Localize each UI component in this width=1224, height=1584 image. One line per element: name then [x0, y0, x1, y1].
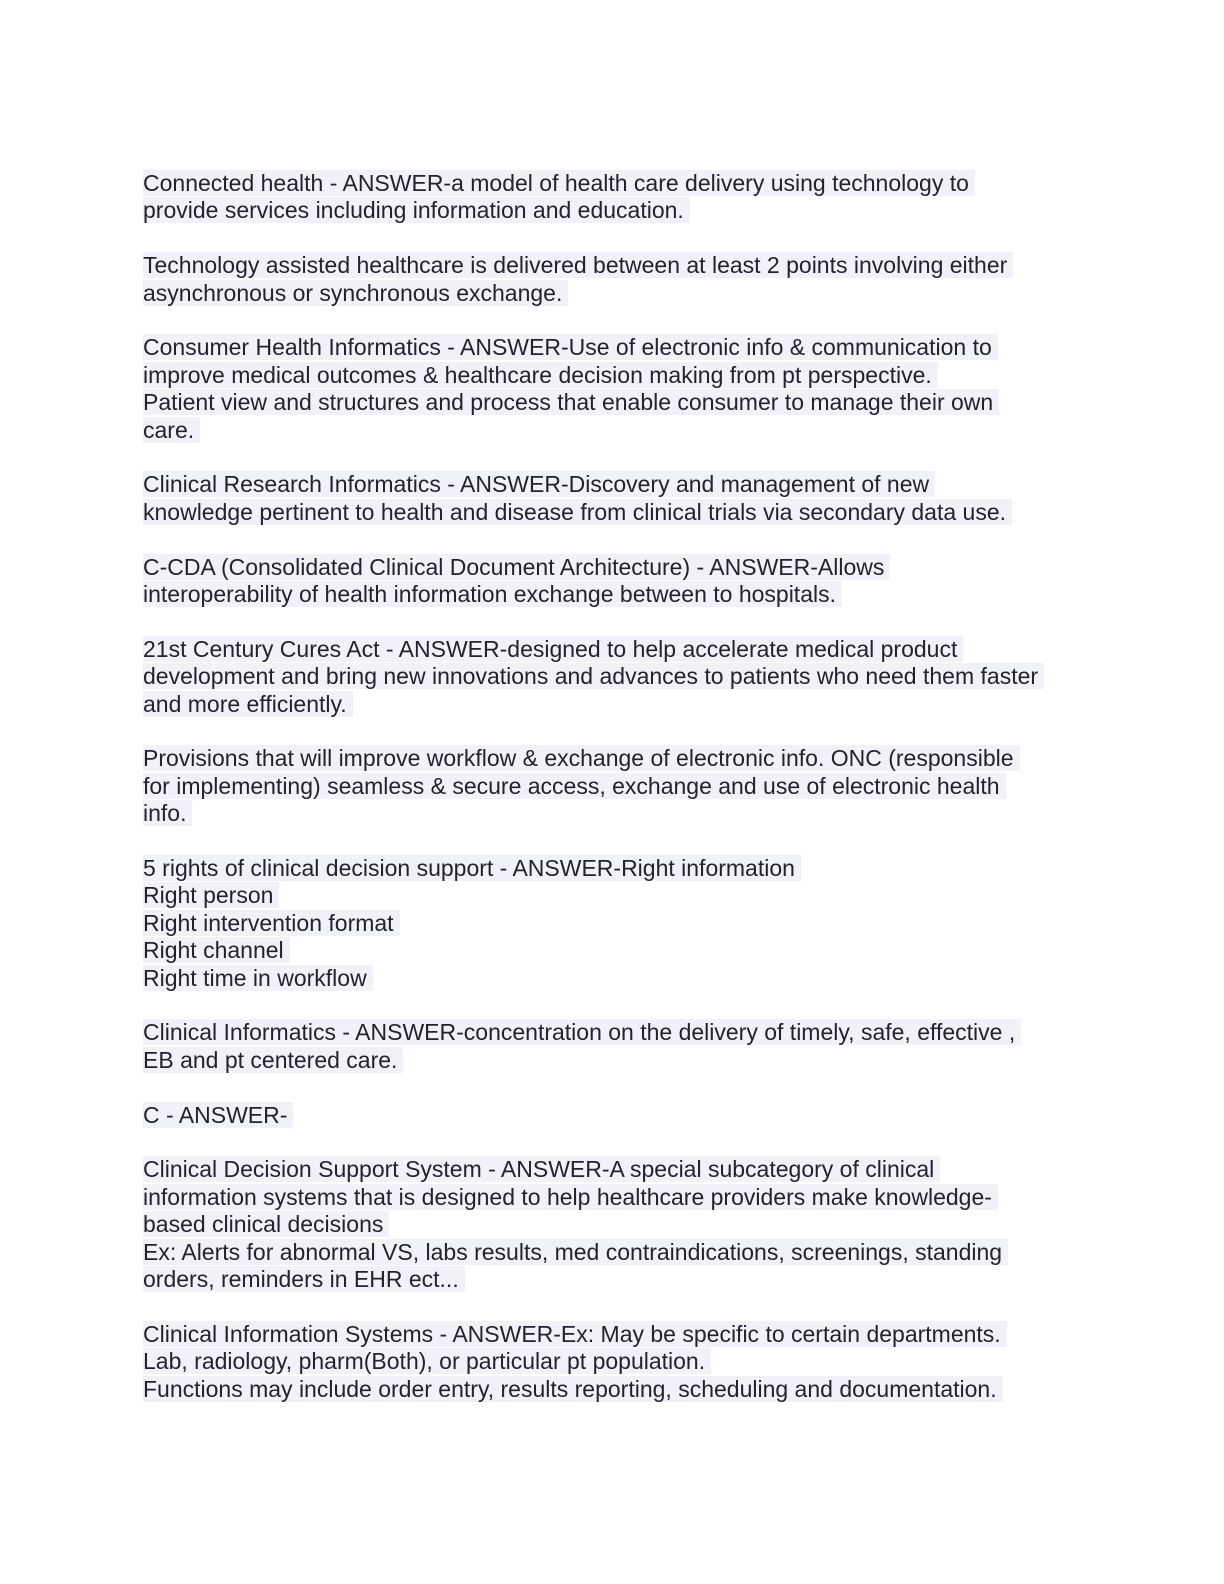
text-line-content: Clinical Informatics - ANSWER-concentration on the delivery of timely, safe, effective , — [143, 1019, 1021, 1045]
text-line — [143, 1348, 1103, 1375]
text-line-content: Clinical Research Informatics - ANSWER-Discovery and management of new — [143, 471, 935, 497]
text-line — [143, 800, 1103, 827]
text-line-content: 5 rights of clinical decision support - ANSWER-Right information — [143, 855, 801, 881]
paragraph — [143, 636, 1103, 718]
text-line — [143, 280, 1103, 307]
text-line-content: Right channel — [143, 937, 290, 963]
document-body — [143, 170, 1103, 1431]
text-line — [143, 389, 1103, 416]
text-line-content: Clinical Decision Support System - ANSWER-A special subcategory of clinical — [143, 1156, 940, 1182]
text-line — [143, 691, 1103, 718]
paragraph — [143, 1102, 1103, 1129]
text-line-content: EB and pt centered care. — [143, 1047, 403, 1073]
text-line-content: 21st Century Cures Act - ANSWER-designed to help accelerate medical product — [143, 636, 963, 662]
text-line-content: C - ANSWER- — [143, 1102, 293, 1128]
text-line — [143, 1102, 1103, 1129]
text-line-content: based clinical decisions — [143, 1211, 389, 1237]
paragraph — [143, 471, 1103, 526]
text-line-content: knowledge pertinent to health and disease from clinical trials via secondary data use. — [143, 499, 1012, 525]
text-line-content: Clinical Information Systems - ANSWER-Ex: May be specific to certain departments. — [143, 1321, 1007, 1347]
text-line — [143, 1184, 1103, 1211]
text-line — [143, 636, 1103, 663]
text-line — [143, 1156, 1103, 1183]
paragraph — [143, 1156, 1103, 1293]
text-line — [143, 937, 1103, 964]
text-line — [143, 965, 1103, 992]
text-line-content: Functions may include order entry, results reporting, scheduling and documentation. — [143, 1376, 1003, 1402]
text-line-content: provide services including information and education. — [143, 197, 690, 223]
text-line-content: Provisions that will improve workflow & exchange of electronic info. ONC (responsible — [143, 745, 1020, 771]
paragraph — [143, 252, 1103, 307]
text-line — [143, 362, 1103, 389]
text-line — [143, 334, 1103, 361]
text-line — [143, 170, 1103, 197]
paragraph — [143, 855, 1103, 992]
text-line-content: info. — [143, 800, 192, 826]
text-line — [143, 1211, 1103, 1238]
text-line-content: care. — [143, 417, 200, 443]
text-line-content: Ex: Alerts for abnormal VS, labs results, med contraindications, screenings, standing — [143, 1239, 1008, 1265]
text-line — [143, 1321, 1103, 1348]
text-line — [143, 882, 1103, 909]
text-line-content: Consumer Health Informatics - ANSWER-Use of electronic info & communication to — [143, 334, 998, 360]
text-line-content: development and bring new innovations and advances to patients who need them faster — [143, 663, 1044, 689]
text-line-content: Lab, radiology, pharm(Both), or particular pt population. — [143, 1348, 711, 1374]
text-line — [143, 1239, 1103, 1266]
text-line-content: Right time in workflow — [143, 965, 373, 991]
text-line — [143, 910, 1103, 937]
text-line-content: information systems that is designed to help healthcare providers make knowledge- — [143, 1184, 998, 1210]
text-line — [143, 471, 1103, 498]
paragraph — [143, 170, 1103, 225]
paragraph — [143, 554, 1103, 609]
paragraph — [143, 334, 1103, 444]
text-line — [143, 1047, 1103, 1074]
text-line-content: Technology assisted healthcare is delivered between at least 2 points involving either — [143, 252, 1013, 278]
text-line-content: orders, reminders in EHR ect... — [143, 1266, 465, 1292]
text-line — [143, 252, 1103, 279]
text-line-content: for implementing) seamless & secure access, exchange and use of electronic health — [143, 773, 1006, 799]
text-line — [143, 663, 1103, 690]
text-line — [143, 1266, 1103, 1293]
text-line — [143, 773, 1103, 800]
text-line-content: interoperability of health information exchange between to hospitals. — [143, 581, 842, 607]
text-line — [143, 197, 1103, 224]
text-line — [143, 499, 1103, 526]
text-line — [143, 417, 1103, 444]
text-line-content: Right person — [143, 882, 279, 908]
text-line — [143, 581, 1103, 608]
text-line — [143, 1019, 1103, 1046]
text-line-content: C-CDA (Consolidated Clinical Document Architecture) - ANSWER-Allows — [143, 554, 890, 580]
text-line-content: improve medical outcomes & healthcare decision making from pt perspective. — [143, 362, 938, 388]
text-line-content: Connected health - ANSWER-a model of health care delivery using technology to — [143, 170, 975, 196]
paragraph — [143, 1321, 1103, 1403]
text-line-content: asynchronous or synchronous exchange. — [143, 280, 568, 306]
text-line — [143, 1376, 1103, 1403]
text-line-content: Right intervention format — [143, 910, 400, 936]
text-line — [143, 554, 1103, 581]
paragraph — [143, 1019, 1103, 1074]
paragraph — [143, 745, 1103, 827]
text-line-content: and more efficiently. — [143, 691, 353, 717]
text-line — [143, 855, 1103, 882]
text-line-content: Patient view and structures and process that enable consumer to manage their own — [143, 389, 999, 415]
text-line — [143, 745, 1103, 772]
